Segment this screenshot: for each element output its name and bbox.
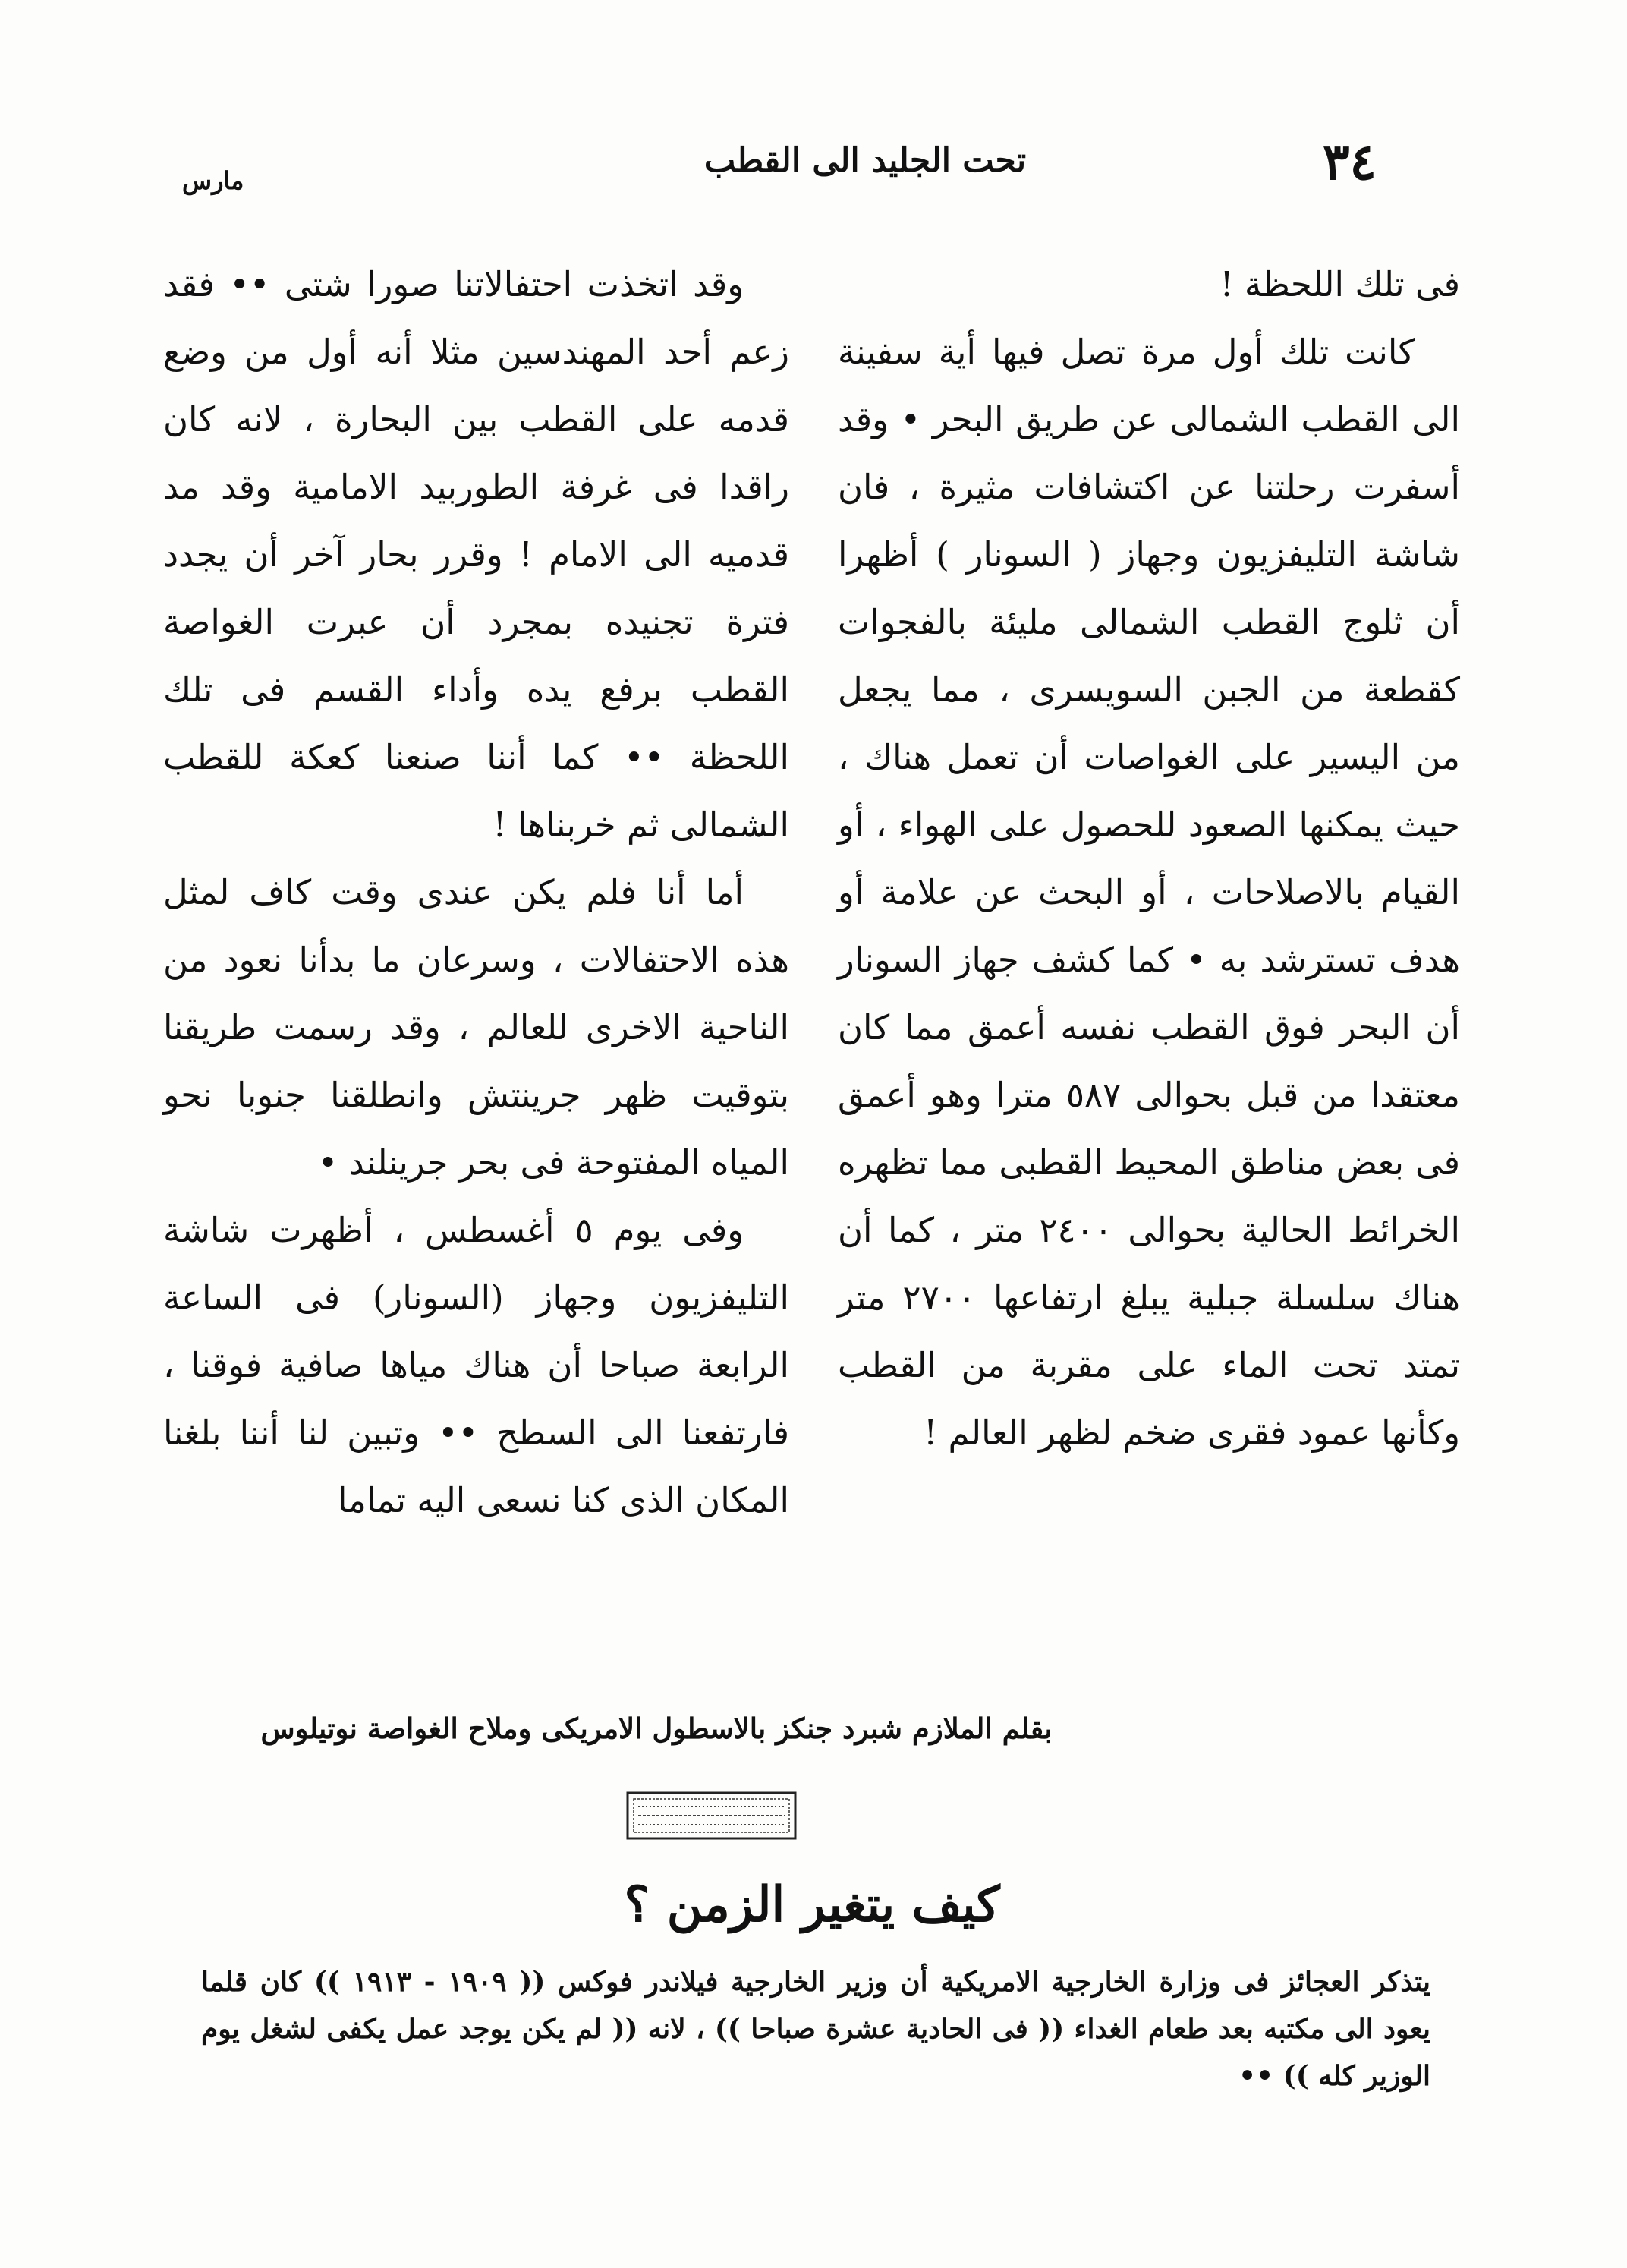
author-byline: بقلم الملازم شبرد جنكز بالاسطول الامريكى وملاح الغواصة نوتيلوس (260, 1712, 1053, 1745)
text-column-left (163, 250, 789, 1677)
article-body (201, 1958, 1430, 2099)
paragraph: كانت تلك أول مرة تصل فيها أية سفينة الى القطب الشمالى عن طريق البحر • وقد أسفرت رحلتنا عن اكتشافات مثيرة ، فان شاشة التليفزيون وجهاز ( السونار ) أظهرا أن ثلوج القطب الشمالى مليئة بالفجوات كقطعة من الجبن السويسرى ، مما يجعل من اليسير على الغواصات أن تعمل هناك ، حيث يمكنها الصعود للحصول على الهواء ، أو القيام بالاصلاحات ، أو البحث عن علامة أو هدف تسترشد به • كما كشف جهاز السونار أن البحر فوق القطب نفسه أعمق مما كان معتقدا من قبل بحوالى ٥٨٧ مترا وهو أعمق فى بعض مناطق المحيط القطبى مما تظهره الخرائط الحالية بحوالى ٢٤٠٠ متر ، كما أن هناك سلسلة جبلية يبلغ ارتفاعها ٢٧٠٠ متر تمتد تحت الماء على مقربة من القطب وكأنها عمود فقرى ضخم لظهر العالم ! (838, 332, 1460, 1453)
text-column-right (838, 250, 1460, 1677)
running-title: تحت الجليد الى القطب (703, 141, 1027, 180)
paragraph: فى تلك اللحظة ! (1219, 264, 1460, 304)
issue-month: مارس (182, 166, 244, 195)
paragraph: يتذكر العجائز فى وزارة الخارجية الامريكية أن وزير الخارجية فيلاندر فوكس (( ١٩٠٩ - ١٩١٣ )) كان قلما يعود الى مكتبه بعد طعام الغداء (( فى الحادية عشرة صباحا )) ، لانه (( لم يكن يوجد عمل يكفى لشغل يوم الوزير كله )) •• (201, 1966, 1430, 2092)
paragraph: وقد اتخذت احتفالاتنا صورا شتى •• فقد زعم أحد المهندسين مثلا أنه أول من وضع قدمه على القطب بين البحارة ، لانه كان راقدا فى غرفة الطوربيد الامامية وقد مد قدميه الى الامام ! وقرر بحار آخر أن يجدد فترة تجنيده بمجرد أن عبرت الغواصة القطب برفع يده وأداء القسم فى تلك اللحظة •• كما أننا صنعنا كعكة للقطب الشمالى ثم خربناها ! (163, 264, 789, 845)
ornamental-divider-icon (626, 1791, 797, 1840)
article-title: كيف يتغير الزمن ؟ (624, 1876, 1000, 1933)
page-number: ٣٤ (1323, 132, 1377, 191)
paragraph: أما أنا فلم يكن عندى وقت كاف لمثل هذه الاحتفالات ، وسرعان ما بدأنا نعود من الناحية الاخرى للعالم ، وقد رسمت طريقنا بتوقيت ظهر جرينتش وانطلقنا جنوبا نحو المياه المفتوحة فى بحر جرينلند • (163, 872, 789, 1183)
paragraph: وفى يوم ٥ أغسطس ، أظهرت شاشة التليفزيون وجهاز (السونار) فى الساعة الرابعة صباحا أن هناك مياها صافية فوقنا ، فارتفعنا الى السطح •• وتبين لنا أننا بلغنا المكان الذى كنا نسعى اليه تماما (163, 1210, 789, 1520)
